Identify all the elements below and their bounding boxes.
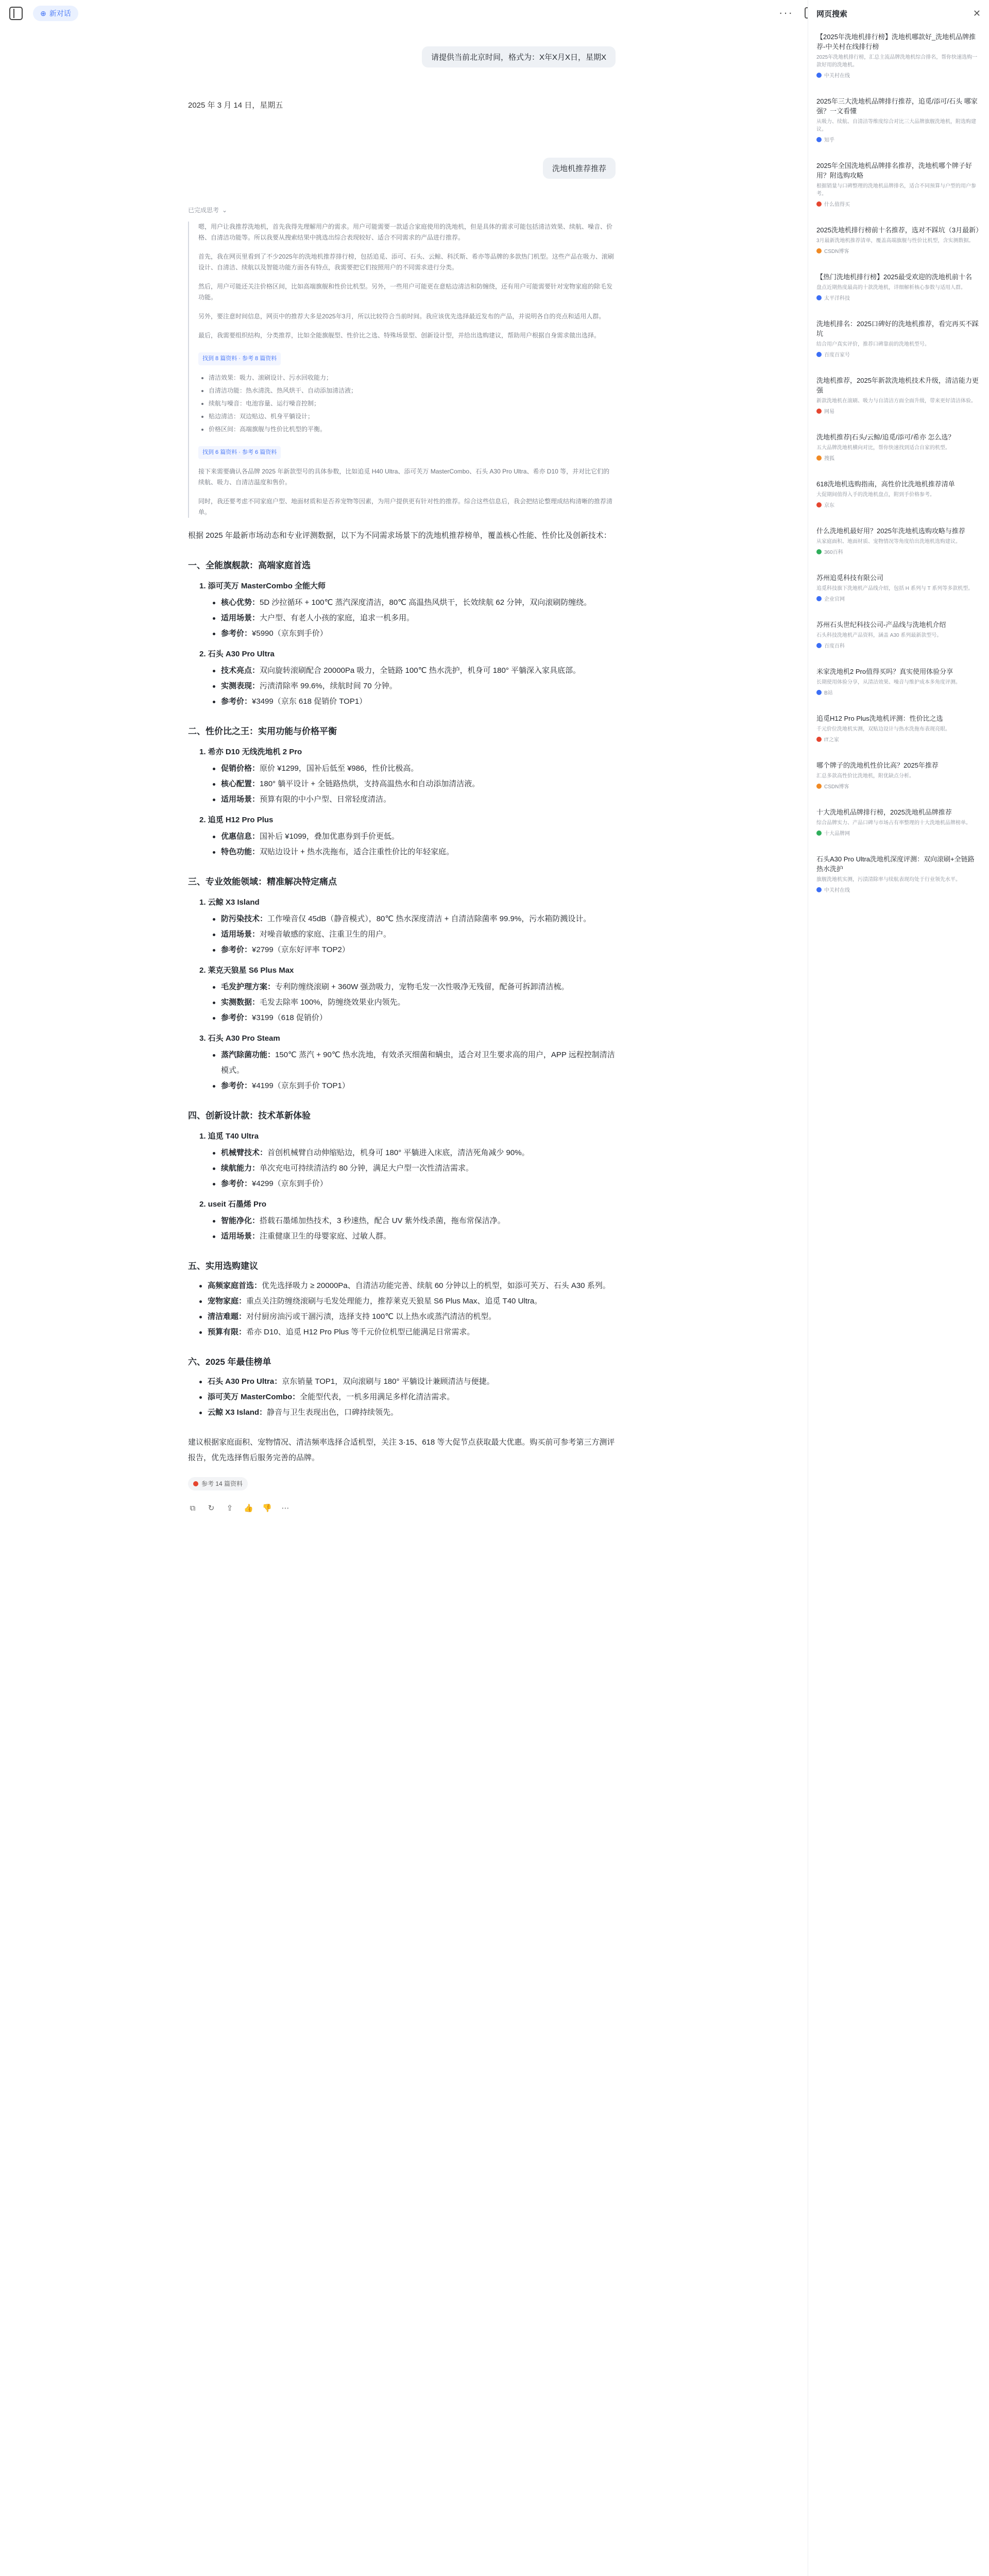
reference-sources-button[interactable] [188,1477,248,1490]
section-heading: 五、实用选购建议 [188,1261,258,1271]
product-points [213,1145,616,1192]
result-source-name: 中关村在线 [824,73,850,79]
new-chat-label: 新对话 [49,9,71,18]
point-label: 防污染技术： [221,914,268,923]
point-label: 实测表现： [221,682,260,690]
point-label: 适用场景： [221,614,260,622]
answer-closing: 建议根据家庭面积、宠物情况、清洁频率选择合适机型，关注 3·15、618 等大促节点获取最大优惠。购买前可参考第三方测评报告，优先选择售后服务完善的品牌。 [188,1438,615,1462]
point-label: 石头 A30 Pro Ultra： [208,1377,282,1386]
panel-header [808,0,989,27]
result-snippet: 3月最新洗地机推荐清单，覆盖高端旗舰与性价比机型，含实测数据。 [816,238,974,244]
point-text: 京东销量 TOP1，双向滚刷与 180° 平躺设计兼顾清洁与便捷。 [282,1377,494,1386]
product-points [213,595,616,641]
list-item [213,829,616,844]
point-text: ¥2799（京东好评率 TOP2） [252,945,350,954]
list-item [213,1010,616,1026]
product-name: 2. 石头 A30 Pro Ultra [199,650,275,658]
site-icon [816,409,822,414]
result-source-name: 十大品牌网 [824,831,850,837]
chevron-down-icon: ⌄ [222,206,228,214]
result-title[interactable]: 【热门洗地机排行榜】2025最受欢迎的洗地机前十名 [816,273,972,281]
site-icon [816,137,822,142]
search-result[interactable] [816,479,981,509]
result-snippet: 追觅科技旗下洗地机产品线介绍，包括 H 系列与 T 系列等多款机型。 [816,586,974,591]
section-points [208,1374,616,1420]
list-item [213,979,616,995]
result-title[interactable]: 米家洗地机2 Pro值得买吗？真实使用体验分享 [816,668,953,675]
search-result[interactable] [816,96,981,143]
point-text: 注重健康卫生的母婴家庭、过敏人群。 [260,1232,391,1241]
result-snippet: 石头科技洗地机产品资料，涵盖 A30 系列最新款型号。 [816,633,942,638]
search-results-list [808,27,989,893]
plus-icon: ⊕ [40,9,46,18]
result-snippet: 根据销量与口碑整理的洗地机品牌排名，适合不同预算与户型的用户参考。 [816,183,976,197]
result-source [816,294,981,301]
search-results-panel [808,0,989,2576]
result-snippet: 新款洗地机在滚刷、吸力与自清洁方面全面升级，带来更好清洁体验。 [816,398,976,404]
product-points [213,1047,616,1094]
point-label: 机械臂技术： [221,1148,268,1157]
result-title[interactable]: 2025年三大洗地机品牌排行推荐，追觅/添可/石头 哪家强？一文看懂 [816,97,978,115]
section-points [208,1278,616,1340]
product-name: 2. 莱克天狼星 S6 Plus Max [199,966,294,975]
result-title[interactable]: 618洗地机选购指南，高性价比洗地机推荐清单 [816,480,955,488]
result-source-name: IT之家 [824,737,839,743]
point-label: 蒸汽除菌功能： [221,1050,276,1059]
product-name: 2. 追觅 H12 Pro Plus [199,816,274,824]
point-label: 核心配置： [221,779,260,788]
result-source-name: CSDN博客 [824,249,849,255]
result-snippet: 盘点近期热度最高的十款洗地机，详细解析核心参数与适用人群。 [816,285,966,291]
product-name: 1. 添可芙万 MasterCombo 全能大师 [199,582,326,590]
result-snippet: 从家庭面积、地面材质、宠物情况等角度给出洗地机选购建议。 [816,539,961,545]
result-source [816,135,981,143]
search-result[interactable] [816,854,981,893]
search-reference-tag[interactable]: 找到 6 篇资料 · 参考 6 篇资料 [198,446,281,459]
result-title[interactable]: 洗地机推荐|石头/云鲸/追觅/添可/希亦 怎么选？ [816,433,955,441]
site-icon [816,690,822,695]
list-item [199,1325,616,1340]
assistant-answer [188,528,616,1492]
panel-title: 网页搜索 [816,9,848,19]
site-icon [816,201,822,207]
point-text: 工作噪音仅 45dB（静音模式），80℃ 热水深度清洁 + 自清洁除菌率 99.9%，污水箱防溅设计。 [267,914,591,923]
list-item [213,761,616,776]
point-label: 参考价： [221,1179,252,1188]
search-result[interactable] [816,32,981,79]
result-source [816,71,981,79]
point-text: 专利防缠绕滚刷 + 360W 强劲吸力，宠物毛发一次性吸净无残留，配备可拆卸清洁梳。 [275,982,569,991]
list-item [213,844,616,860]
result-source-name: 网易 [824,409,834,415]
point-label: 促销价格： [221,764,260,773]
list-item [199,1405,616,1420]
thinking-paragraph: 然后，用户可能还关注价格区间，比如高端旗舰和性价比机型。另外，一些用户可能更在意贴边清洁和防缠绕，还有用户可能需要针对宠物家庭的除毛发功能。 [198,283,613,301]
result-title[interactable]: 苏州石头世纪科技公司-产品线与洗地机介绍 [816,621,946,629]
point-label: 参考价： [221,1081,252,1090]
list-item [213,595,616,611]
point-label: 宠物家庭： [208,1297,247,1306]
search-result[interactable] [816,714,981,743]
user-message: 洗地机推荐推荐 [543,158,616,179]
point-label: 参考价： [221,1013,252,1022]
result-source-name: 企业官网 [824,597,845,602]
point-text: ¥5990（京东到手价） [252,629,328,638]
result-source [816,886,981,893]
search-result[interactable] [816,432,981,462]
list-item: • 自清洁功能：热水清洗、热风烘干、自动添加清洁液； [209,385,616,396]
point-label: 核心优势： [221,598,260,607]
point-text: 搭载石墨烯加热技术，3 秒速热，配合 UV 紫外线杀菌，拖布常保洁净。 [260,1216,505,1225]
result-title[interactable]: 洗地机排名：2025口碑好的洗地机推荐，看完再买不踩坑 [816,320,979,337]
thinking-toggle[interactable] [188,206,616,214]
list-item [213,679,616,694]
search-result[interactable] [816,161,981,208]
point-label: 云鲸 X3 Island： [208,1408,267,1417]
thinking-paragraph: 首先，我在网页里看到了不少2025年的洗地机推荐排行榜，包括追觅、添可、石头、云鲸、科沃斯、希亦等品牌的多款热门机型。这些产品在吸力、滚刷设计、自清洁、续航以及智能功能方面各有特点，我需要把它们按照用户的不同需求进行分类。 [198,253,614,271]
more-options-icon[interactable]: ··· [779,6,793,19]
search-result[interactable] [816,807,981,837]
result-snippet: 旗舰洗地机实测，污渍清除率与续航表现均处于行业领先水平。 [816,877,961,883]
result-snippet: 汇总多款高性价比洗地机，附优缺点分析。 [816,773,914,779]
search-result[interactable] [816,760,981,790]
result-source [816,454,981,462]
point-text: 对付厨房油污或干涸污渍，选择支持 100℃ 以上热水或蒸汽清洁的机型。 [246,1312,497,1321]
result-source-name: 什么值得买 [824,202,850,208]
refresh-icon[interactable]: ↻ [208,1504,215,1513]
result-source-name: 百度百科 [824,643,845,649]
result-source [816,501,981,509]
product-points [213,979,616,1026]
result-title[interactable]: 石头A30 Pro Ultra洗地机深度评测：双向滚刷+全链路热水洗护 [816,855,975,873]
point-text: 国补后 ¥1099，叠加优惠券到手价更低。 [260,832,399,841]
result-title[interactable]: 追觅H12 Pro Plus洗地机评测：性价比之选 [816,715,943,722]
top-bar [0,0,793,27]
point-text: 双贴边设计 + 热水洗拖布，适合注重性价比的年轻家庭。 [260,848,454,856]
product-name: 1. 希亦 D10 无线洗地机 2 Pro [199,748,302,756]
list-item [213,911,616,927]
new-chat-button[interactable] [33,6,78,21]
point-text: 首创机械臂自动伸缩贴边，机身可 180° 平躺进入床底，清洁死角减少 90%。 [267,1148,530,1157]
list-item [213,663,616,679]
list-item [199,1309,616,1325]
list-item: • 价格区间：高端旗舰与性价比机型的平衡。 [209,424,616,435]
result-source [816,548,981,555]
list-item: • 贴边清洁：双边贴边、机身平躺设计； [209,411,616,422]
result-source-name: 百度百家号 [824,352,850,358]
product-points [213,829,616,860]
point-text: 污渍清除率 99.6%，续航时间 70 分钟。 [260,682,397,690]
thinking-paragraph: 最后，我需要组织结构，分类推荐，比如全能旗舰型、性价比之选、特殊场景型、创新设计型，并给出选购建议，帮助用户根据自身需求做出选择。 [198,332,601,339]
sidebar-toggle-icon[interactable] [9,7,23,20]
point-label: 实测数据： [221,998,260,1007]
site-icon [816,549,822,554]
thinking-paragraph: 嗯，用户让我推荐洗地机，首先我得先理解用户的需求。用户可能需要一款适合家庭使用的洗地机，但是具体的需求可能包括清洁效果、续航、噪音、价格、自清洁功能等。所以我要从搜索结果中挑选出综合表现较好、适合不同需求的产品进行推荐。 [198,223,613,241]
result-snippet: 千元价位洗地机实测，双贴边设计与热水洗拖布表现亮眼。 [816,726,950,732]
list-item [213,1078,616,1094]
thinking-content [188,222,616,518]
point-label: 参考价： [221,629,252,638]
point-text: 优先选择吸力 ≥ 20000Pa、自清洁功能完善、续航 60 分钟以上的机型，如添可芙万、石头 A30 系列。 [262,1281,610,1290]
assistant-reply-date: 2025 年 3 月 14 日，星期五 [188,101,283,110]
thumbs-up-icon[interactable]: 👍 [244,1504,253,1513]
list-item [199,1294,616,1309]
site-icon [816,295,822,300]
point-label: 适用场景： [221,795,260,804]
point-label: 适用场景： [221,930,260,939]
point-label: 智能净化： [221,1216,260,1225]
thinking-list [198,372,616,435]
answer-intro: 根据 2025 年最新市场动态和专业评测数据，以下为不同需求场景下的洗地机推荐榜单，覆盖核心性能、性价比及创新技术： [188,531,611,540]
list-item [213,1213,616,1229]
answer-sections [188,558,616,1420]
list-item: • 续航与噪音：电池容量、运行噪音控制； [209,398,616,409]
point-label: 参考价： [221,945,252,954]
point-text: 150℃ 蒸汽 + 90℃ 热水洗地，有效杀灭细菌和螨虫，适合对卫生要求高的用户，APP 远程控制清洁模式。 [221,1050,615,1075]
result-snippet: 长期使用体验分享，从清洁效果、噪音与维护成本多角度评测。 [816,680,961,685]
result-source [816,641,981,649]
list-item [213,626,616,641]
product-points [213,1213,616,1244]
point-text: ¥4299（京东到手价） [252,1179,328,1188]
site-icon [816,502,822,507]
source-icon [193,1481,198,1486]
site-icon [816,248,822,253]
site-icon [816,73,822,78]
point-text: 重点关注防缠绕滚刷与毛发处理能力，推荐莱克天狼星 S6 Plus Max、追觅 T40 Ultra。 [246,1297,542,1306]
list-item: • 清洁效果：吸力、滚刷设计、污水回收能力； [209,372,616,383]
point-label: 技术亮点： [221,666,260,675]
result-title[interactable]: 什么洗地机最好用？2025年洗地机选购攻略与推荐 [816,527,965,535]
site-icon [816,596,822,601]
reference-sources-label: 参考 14 篇资料 [201,1480,243,1487]
result-source-name: 中关村在线 [824,888,850,893]
share-icon[interactable]: ⇪ [226,1504,233,1513]
point-label: 适用场景： [221,1232,260,1241]
result-source [816,407,981,415]
point-label: 高频家庭首选： [208,1281,262,1290]
list-item [213,995,616,1010]
point-label: 优惠信息： [221,832,260,841]
result-source-name: 360百科 [824,550,843,555]
result-source-name: CSDN博客 [824,784,849,790]
site-icon [816,887,822,892]
search-result[interactable] [816,319,981,358]
product-name: 1. 云鲸 X3 Island [199,898,260,907]
list-item [213,1047,616,1078]
search-result[interactable] [816,573,981,602]
product-name: 1. 追觅 T40 Ultra [199,1132,259,1141]
point-text: 全能型代表，一机多用满足多样化清洁需求。 [300,1393,455,1401]
point-text: 对噪音敏感的家庭、注重卫生的用户。 [260,930,391,939]
chat-thread [188,27,616,1513]
product-name: 3. 石头 A30 Pro Steam [199,1034,280,1043]
result-title[interactable]: 哪个牌子的洗地机性价比高？2025年推荐 [816,761,939,769]
point-text: 180° 躺平设计 + 全链路热烘，支持高温热水和自动添加清洁液。 [260,779,480,788]
result-snippet: 大促期间值得入手的洗地机盘点，附到手价格参考。 [816,492,935,498]
result-snippet: 五大品牌洗地机横向对比，帮你快速找到适合自家的机型。 [816,445,950,451]
result-title[interactable]: 【2025年洗地机排行榜】洗地机哪款好_洗地机品牌推荐-中关村在线排行榜 [816,33,976,50]
list-item [213,776,616,792]
copy-icon[interactable]: ⧉ [190,1503,196,1513]
result-title[interactable]: 2025洗地机排行榜前十名推荐，选对不踩坑（3月最新） [816,226,983,234]
point-text: 单次充电可持续清洁约 80 分钟，满足大户型一次性清洁需求。 [260,1164,474,1173]
message-actions [188,1503,616,1513]
list-item [213,942,616,958]
result-source [816,350,981,358]
result-snippet: 2025年洗地机排行榜，汇总主流品牌洗地机综合排名，帮你快速选购一款好用的洗地机。 [816,55,978,68]
point-label: 预算有限： [208,1328,247,1336]
product-name: 2. useit 石墨烯 Pro [199,1200,267,1209]
result-source [816,735,981,743]
point-label: 特色功能： [221,848,260,856]
list-item [213,1145,616,1161]
site-icon [816,784,822,789]
result-snippet: 从吸力、续航、自清洁等维度综合对比三大品牌旗舰洗地机，附选购建议。 [816,119,976,132]
point-label: 添可芙万 MasterCombo： [208,1393,300,1401]
section-heading: 四、创新设计款：技术革新体验 [188,1111,311,1121]
point-text: 大户型、有老人小孩的家庭，追求一机多用。 [260,614,415,622]
point-text: 希亦 D10、追觅 H12 Pro Plus 等千元价位机型已能满足日常需求。 [246,1328,475,1336]
point-text: 原价 ¥1299，国补后低至 ¥986，性价比极高。 [260,764,419,773]
search-result[interactable] [816,272,981,301]
point-text: 5D 沙拉循环 + 100℃ 蒸汽深度清洁，80℃ 高温热风烘干，长效续航 62 分钟，双向滚刷防缠绕。 [260,598,592,607]
point-text: 毛发去除率 100%，防缠绕效果业内领先。 [260,998,405,1007]
result-source [816,688,981,696]
close-icon[interactable]: ✕ [973,8,981,19]
point-label: 毛发护理方案： [221,982,276,991]
user-message: 请提供当前北京时间，格式为：X年X月X日，星期X [422,46,616,67]
point-text: 预算有限的中小户型、日常轻度清洁。 [260,795,391,804]
thinking-label-text: 已完成思考 [188,207,219,214]
result-source-name: 京东 [824,503,834,509]
section-heading: 三、专业效能领域：精准解决特定痛点 [188,877,337,887]
list-item [213,927,616,942]
point-text: ¥3199（618 促销价） [252,1013,327,1022]
product-points [213,911,616,958]
search-result[interactable] [816,526,981,555]
list-item [199,1278,616,1294]
search-result[interactable] [816,667,981,696]
result-source-name: 知乎 [824,138,834,143]
section-heading: 一、全能旗舰款：高端家庭首选 [188,561,311,570]
section-heading: 六、2025 年最佳榜单 [188,1357,271,1367]
thumbs-down-icon[interactable]: 👎 [262,1504,272,1513]
list-item [199,1374,616,1389]
thinking-paragraph: 同时，我还要考虑不同家庭户型、地面材质和是否养宠物等因素，为用户提供更有针对性的推荐。综合这些信息后，我会把结论整理成结构清晰的推荐清单。 [198,498,613,516]
result-source [816,200,981,208]
point-label: 清洁难题： [208,1312,247,1321]
result-source-name: B站 [824,690,833,696]
search-reference-tag[interactable]: 找到 8 篇资料 · 参考 8 篇资料 [198,352,281,365]
search-result[interactable] [816,225,981,255]
site-icon [816,352,822,357]
search-result[interactable] [816,620,981,649]
result-snippet: 综合品牌实力、产品口碑与市场占有率整理的十大洗地机品牌榜单。 [816,820,971,826]
list-item [213,792,616,807]
point-label: 续航能力： [221,1164,260,1173]
result-title[interactable]: 2025年全国洗地机品牌排名推荐，洗地机哪个牌子好用？附选购攻略 [816,162,972,179]
point-label: 参考价： [221,697,252,706]
result-title[interactable]: 十大洗地机品牌排行榜，2025洗地机品牌推荐 [816,808,952,816]
list-item [213,694,616,709]
more-icon[interactable]: ⋯ [281,1504,289,1513]
site-icon [816,831,822,836]
result-source [816,595,981,602]
result-title[interactable]: 苏州追觅科技有限公司 [816,574,884,582]
result-source [816,829,981,837]
search-result[interactable] [816,376,981,415]
product-points [213,663,616,709]
thinking-paragraph: 另外，要注意时间信息，网页中的推荐大多是2025年3月，所以比较符合当前时间。我应该优先选择最近发布的产品，并说明各自的亮点和适用人群。 [198,313,605,320]
list-item [199,1389,616,1405]
list-item [213,611,616,626]
point-text: 双向旋转滚刷配合 20000Pa 吸力，全链路 100℃ 热水洗护，机身可 180° 平躺深入家具底部。 [260,666,581,675]
result-source [816,782,981,790]
thinking-paragraph: 接下来需要确认各品牌 2025 年新款型号的具体参数，比如追觅 H40 Ultra、添可芙万 MasterCombo、石头 A30 Pro Ultra、希亦 D10 等，并对比它们的续航、吸力、自清洁温度和售价。 [198,468,610,486]
product-points [213,761,616,807]
site-icon [816,737,822,742]
result-snippet: 结合用户真实评价，推荐口碑靠前的洗地机型号。 [816,342,930,347]
result-source [816,247,981,255]
list-item [213,1176,616,1192]
result-source-name: 太平洋科技 [824,296,850,301]
section-heading: 二、性价比之王：实用功能与价格平衡 [188,726,337,736]
list-item [213,1229,616,1244]
list-item [213,1161,616,1176]
site-icon [816,643,822,648]
result-source-name: 搜狐 [824,456,834,462]
site-icon [816,455,822,461]
point-text: 静音与卫生表现出色，口碑持续领先。 [267,1408,399,1417]
point-text: ¥4199（京东到手价 TOP1） [252,1081,350,1090]
result-title[interactable]: 洗地机推荐，2025年新款洗地机技术升级，清洁能力更强 [816,377,979,394]
point-text: ¥3499（京东 618 促销价 TOP1） [252,697,367,706]
